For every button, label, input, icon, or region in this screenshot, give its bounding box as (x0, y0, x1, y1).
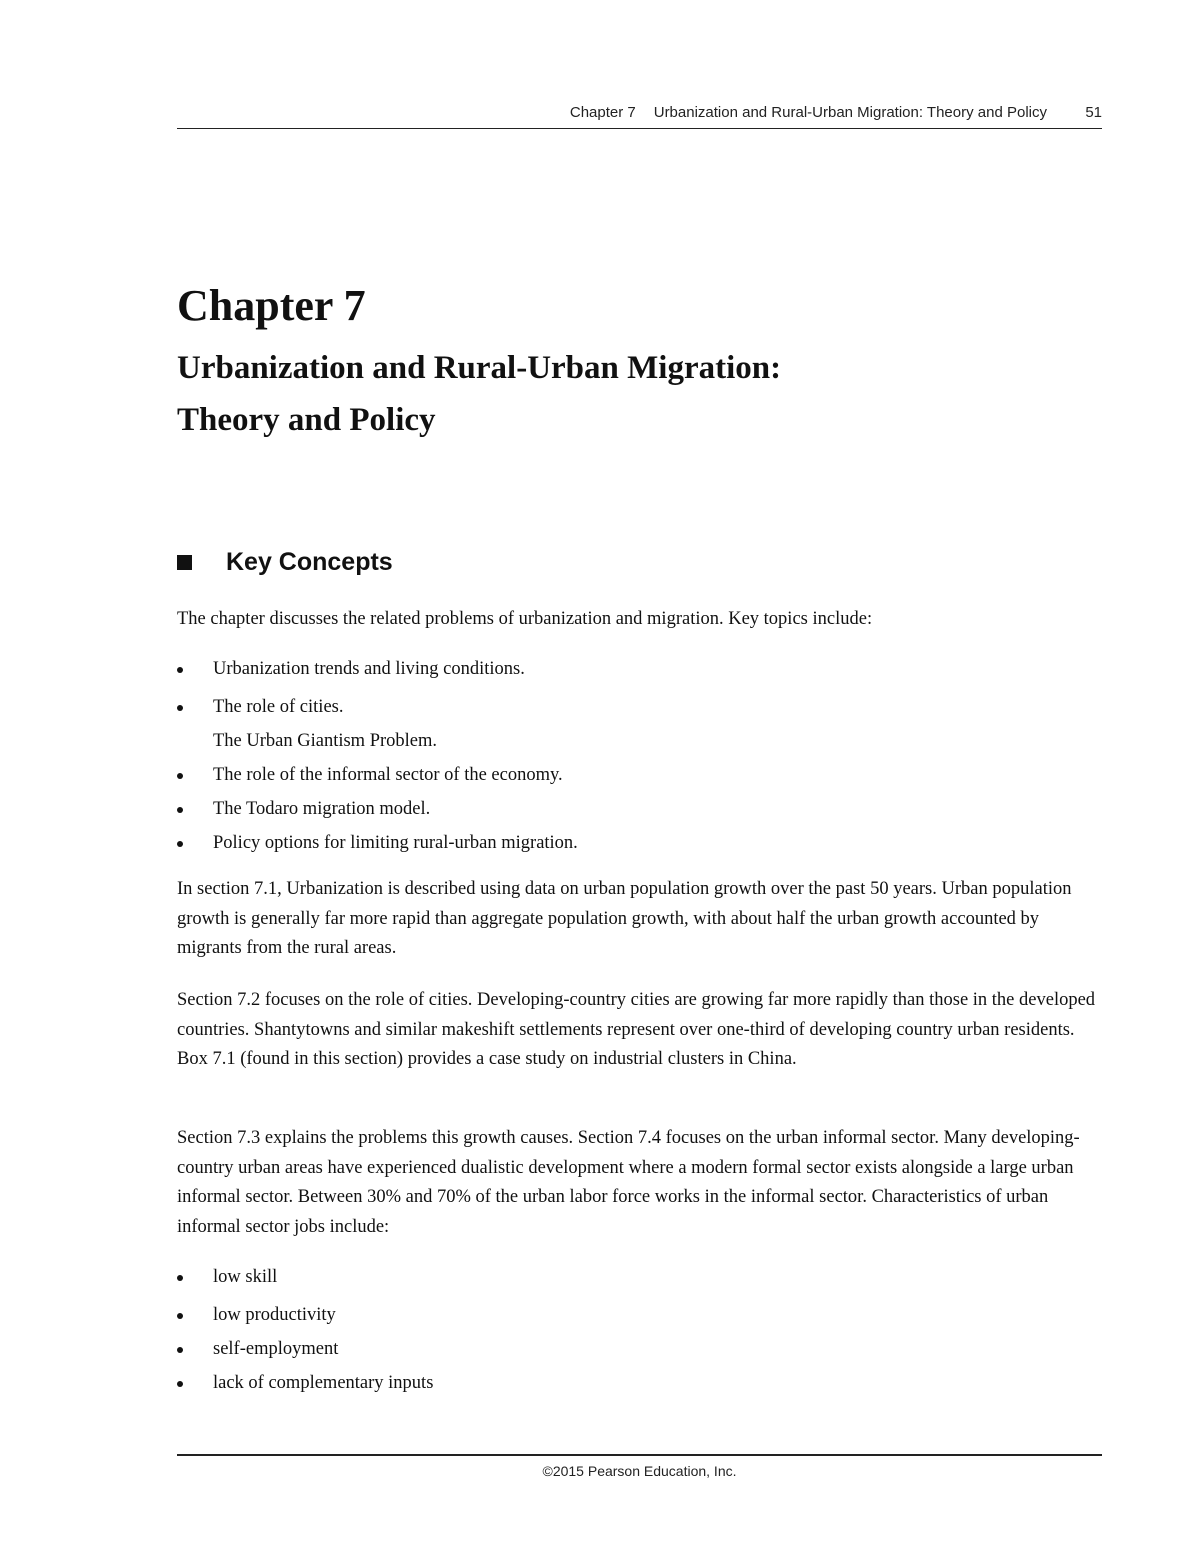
list-item-text: The Urban Giantism Problem. (213, 731, 438, 751)
list-item-text: low skill (213, 1267, 278, 1287)
characteristics-list (177, 1265, 1107, 1405)
list-item (177, 1337, 1107, 1371)
list-item (177, 797, 1107, 831)
bullet-icon (177, 841, 183, 847)
key-concepts-intro: The chapter discusses the related problems of urbanization and migration. Key topics include: (177, 609, 873, 629)
topics-list (177, 657, 1107, 865)
chapter-label: Chapter 7 (177, 281, 366, 330)
list-item (177, 763, 1107, 797)
paragraph-section-7-2: Section 7.2 focuses on the role of cities. Developing-country cities are growing far more rapidly than those in the developed countries. Shantytowns and similar makeshift settlements represent over one-third of developing country urban residents. Box 7.1 (found in this section) provides a case study on industrial clusters in China. (177, 990, 1096, 1069)
list-item (177, 1303, 1107, 1337)
chapter-title-line-2: Theory and Policy (177, 402, 436, 438)
list-item-text: self-employment (213, 1339, 339, 1359)
bullet-icon (177, 1313, 183, 1319)
list-item (177, 1265, 1107, 1303)
square-bullet-icon (177, 555, 192, 570)
list-item (177, 657, 1107, 695)
list-item-text: Urbanization trends and living conditions. (213, 659, 525, 679)
bullet-icon (177, 1381, 183, 1387)
bullet-icon (177, 705, 183, 711)
bullet-icon (177, 1275, 183, 1281)
list-item (177, 831, 1107, 865)
running-header-chapter: Chapter 7 (569, 104, 636, 121)
list-item-text: The Todaro migration model. (213, 799, 431, 819)
list-item-text: lack of complementary inputs (213, 1373, 434, 1393)
list-item-text: The role of cities. (213, 697, 344, 717)
chapter-title-line-1: Urbanization and Rural-Urban Migration: (177, 350, 782, 386)
footer-divider (177, 1454, 1102, 1456)
paragraph-section-7-3: Section 7.3 explains the problems this growth causes. Section 7.4 focuses on the urban informal sector. Many developing-country urban areas have experienced dualistic development where a modern formal sector exists alongside a large urban informal sector. Between 30% and 70% of the urban labor force works in the informal sector. Characteristics of urban informal sector jobs include: (177, 1128, 1080, 1237)
bullet-icon (177, 773, 183, 779)
key-concepts-heading-text: Key Concepts (226, 548, 393, 576)
running-header-title (570, 104, 1047, 121)
list-item-text: low productivity (213, 1305, 336, 1325)
running-header-chapter-title: Urbanization and Rural-Urban Migration: Theory and Policy (653, 104, 1047, 121)
list-item (177, 695, 1107, 729)
key-concepts-heading (177, 548, 393, 577)
list-item-text: The role of the informal sector of the economy. (213, 765, 563, 785)
list-item-text: Policy options for limiting rural-urban migration. (213, 833, 578, 853)
paragraph-section-7-1: In section 7.1, Urbanization is described using data on urban population growth over the past 50 years. Urban population growth is generally far more rapid than aggregate population growth, with about half the urban growth accounted by migrants from the rural areas. (177, 879, 1072, 958)
list-item (177, 1371, 1107, 1405)
list-item (177, 729, 1107, 763)
bullet-icon (177, 1347, 183, 1353)
bullet-icon (177, 667, 183, 673)
page-number: 51 (1085, 104, 1102, 121)
chapter-title (177, 342, 781, 446)
running-header (177, 102, 1102, 129)
footer-copyright: ©2015 Pearson Education, Inc. (542, 1463, 737, 1479)
bullet-icon (177, 807, 183, 813)
